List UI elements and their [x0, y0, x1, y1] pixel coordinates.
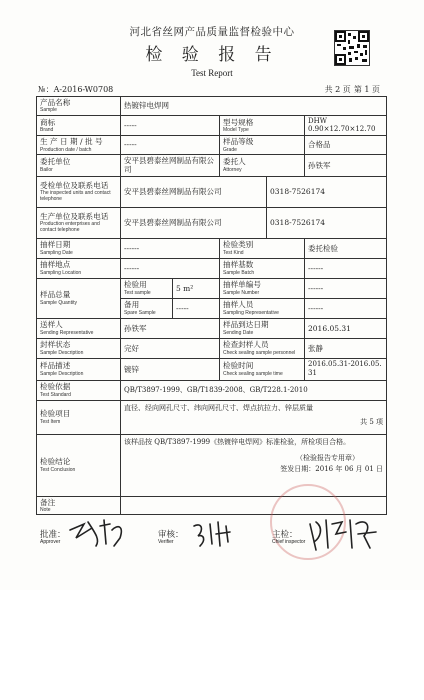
conclusion-seal-note: （检验报告专用章）: [296, 454, 360, 463]
model-value: DHW 0.90×12.70×12.70: [305, 115, 387, 136]
table-row: [37, 278, 387, 298]
label-cell: 检验类别 Test Kind: [220, 238, 305, 258]
table-row: [37, 380, 387, 400]
label-cell: 样品总量 Sample Quantity: [37, 278, 121, 318]
description-value: 镀锌: [121, 358, 220, 380]
label-cell: 委托单位 Bailor: [37, 154, 121, 176]
table-row: [37, 176, 387, 207]
sampling-date-value: ------: [121, 238, 220, 258]
product-name-value: 热镀锌电焊网: [121, 97, 387, 116]
test-kind-value: 委托检验: [305, 238, 387, 258]
label-cell: 检验结论 Test Conclusion: [37, 434, 121, 496]
report-subtitle: Test Report: [191, 68, 233, 78]
table-row: [37, 154, 387, 176]
qr-code-icon: [334, 30, 370, 66]
label-cell: 样品等级 Grade: [220, 136, 305, 155]
label-cell: 抽样人员 Sampling Representative: [220, 298, 305, 318]
page-indicator: [322, 84, 380, 95]
table-row: [37, 97, 387, 116]
approver-label: 批准：: [40, 530, 66, 540]
brand-value: -----: [121, 115, 220, 136]
sampling-location-value: ------: [121, 258, 220, 278]
bailor-value: 安平县碧泰丝网制品有限公司: [121, 154, 220, 176]
inspected-phone-value: 0318-7526174: [267, 176, 387, 207]
spare-sample-value: -----: [173, 298, 220, 318]
verifier-signature: [190, 518, 236, 550]
label-cell: 送样人 Sending Representative: [37, 318, 121, 338]
label-cell: 备用 Spare Sample: [121, 298, 173, 318]
label-cell: 抽样单编号 Sample Number: [220, 278, 305, 298]
total-pages: 共 2 页: [324, 85, 351, 94]
seal-checker-value: 张静: [305, 338, 387, 358]
label-cell: 检验依据 Test Standard: [37, 380, 121, 400]
label-cell: 检验用 Test sample: [121, 278, 173, 298]
standard-value: QB/T3897-1999、GB/T1839-2008、GB/T228.1-2010: [121, 380, 387, 400]
verifier-label-en: Verifier: [158, 539, 174, 545]
conclusion-issue-date: 签发日期：2016 年 06 月 01 日: [280, 465, 384, 474]
remarks-value: [121, 496, 387, 515]
grade-value: 合格品: [305, 136, 387, 155]
production-date-value: -----: [121, 136, 220, 155]
label-cell: 型号规格 Model Type: [220, 115, 305, 136]
table-row: [37, 207, 387, 238]
test-items-cell: [121, 400, 387, 434]
table-row: [37, 258, 387, 278]
test-time-value: 2016.05.31-2016.05.31: [305, 358, 387, 380]
sample-number-value: ------: [305, 278, 387, 298]
test-items-count: 共 5 项: [360, 418, 384, 427]
chief-inspector-block: [272, 528, 305, 545]
label-cell: 样品到达日期 Sending Date: [220, 318, 305, 338]
arrival-date-value: 2016.05.31: [305, 318, 387, 338]
label-cell: 受检单位及联系电话 The inspected units and contact telephone: [37, 176, 121, 207]
chief-inspector-label-en: Chief inspector: [272, 539, 306, 545]
table-row: [37, 318, 387, 338]
chief-inspector-label: 主检：: [272, 530, 298, 540]
label-cell: 样品描述 Sample Description: [37, 358, 121, 380]
sample-batch-value: ------: [305, 258, 387, 278]
verifier-block: [158, 528, 184, 545]
report-title: 检 验 报 告: [145, 45, 279, 65]
producer-phone-value: 0318-7526174: [267, 207, 387, 238]
label-cell: 生产单位及联系电话 Production enterprises and contact telephone: [37, 207, 121, 238]
label-cell: 封样状态 Sample Description: [37, 338, 121, 358]
table-row: [37, 358, 387, 380]
label-cell: 抽样基数 Sample Batch: [220, 258, 305, 278]
seal-status-value: 完好: [121, 338, 220, 358]
table-row: [37, 238, 387, 258]
table-row: [37, 115, 387, 136]
test-sample-value: 5 m²: [173, 278, 220, 298]
test-items-value: 直径、经向网孔尺寸、纬向网孔尺寸、焊点抗拉力、锌层质量: [124, 403, 313, 412]
report-number: №：A-2016-W0708: [38, 85, 114, 94]
label-cell: 检验项目 Test Item: [37, 400, 121, 434]
table-row: [37, 136, 387, 155]
current-page: 第 1 页: [353, 85, 380, 94]
inspected-unit-value: 安平县碧泰丝网制品有限公司: [121, 176, 267, 207]
table-row: [37, 434, 387, 496]
table-row: [37, 338, 387, 358]
issuing-organization: 河北省丝网产品质量监督检验中心: [129, 26, 295, 38]
conclusion-value: 该样品按 QB/T3897-1999《热镀锌电焊网》标准检验，所检项目合格。: [124, 437, 351, 446]
label-cell: 抽样日期 Sampling Date: [37, 238, 121, 258]
sender-value: 孙铁军: [121, 318, 220, 338]
label-cell: 委托人 Attorney: [220, 154, 305, 176]
label-cell: 检查封样人员 Check sealing sample personnel: [220, 338, 305, 358]
label-cell: 生 产 日 期 / 批 号 Production date / batch: [37, 136, 121, 155]
label-cell: 抽样地点 Sampling Location: [37, 258, 121, 278]
table-row: [37, 400, 387, 434]
approver-signature: [66, 516, 130, 550]
conclusion-cell: [121, 434, 387, 496]
label-cell: 检验时间 Check sealing sample time: [220, 358, 305, 380]
chief-inspector-signature: [306, 514, 380, 554]
approver-label-en: Approver: [40, 539, 61, 545]
approver-block: [40, 528, 66, 545]
producer-value: 安平县碧泰丝网制品有限公司: [121, 207, 267, 238]
attorney-value: 孙铁军: [305, 154, 387, 176]
verifier-label: 审核：: [158, 530, 184, 540]
label-cell: 产品名称 Sample: [37, 97, 121, 116]
label-cell: 备注 Note: [37, 496, 121, 515]
label-cell: 商标 Brand: [37, 115, 121, 136]
sampling-rep-value: ------: [305, 298, 387, 318]
report-table: [36, 96, 387, 515]
